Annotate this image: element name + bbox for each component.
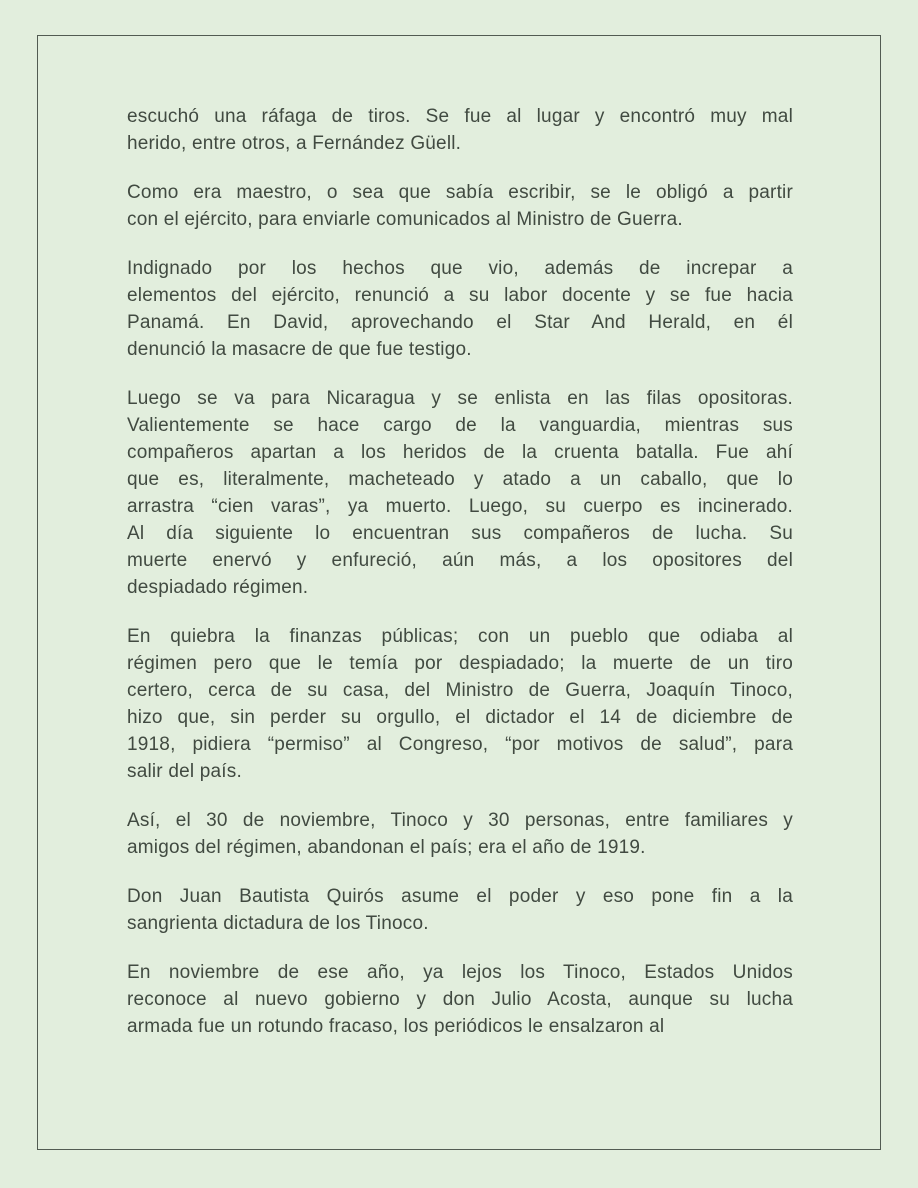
paragraph — [127, 179, 793, 233]
text-line: muerte enervó y enfureció, aún más, a los opositores del — [127, 550, 793, 571]
text-line: Así, el 30 de noviembre, Tinoco y 30 personas, entre familiares y — [127, 810, 793, 831]
text-line: certero, cerca de su casa, del Ministro de Guerra, Joaquín Tinoco, — [127, 680, 793, 701]
text-line: régimen pero que le temía por despiadado; la muerte de un tiro — [127, 653, 793, 674]
text-line: En noviembre de ese año, ya lejos los Tinoco, Estados Unidos — [127, 962, 793, 983]
text-line: Luego se va para Nicaragua y se enlista en las filas opositoras. — [127, 388, 793, 409]
text-line: herido, entre otros, a Fernández Güell. — [127, 133, 462, 154]
text-line: armada fue un rotundo fracaso, los periódicos le ensalzaron al — [127, 1016, 665, 1037]
text-line: Indignado por los hechos que vio, además de increpar a — [127, 258, 793, 279]
text-line: Don Juan Bautista Quirós asume el poder y eso pone fin a la — [127, 886, 793, 907]
text-line: escuchó una ráfaga de tiros. Se fue al lugar y encontró muy mal — [127, 106, 793, 127]
paragraph — [127, 103, 793, 157]
text-line: 1918, pidiera “permiso” al Congreso, “por motivos de salud”, para — [127, 734, 793, 755]
paragraph — [127, 883, 793, 937]
paragraph — [127, 255, 793, 363]
text-line: elementos del ejército, renunció a su labor docente y se fue hacia — [127, 285, 793, 306]
paragraph — [127, 385, 793, 601]
text-line: con el ejército, para enviarle comunicados al Ministro de Guerra. — [127, 209, 683, 230]
text-line: reconoce al nuevo gobierno y don Julio Acosta, aunque su lucha — [127, 989, 793, 1010]
text-line: sangrienta dictadura de los Tinoco. — [127, 913, 429, 934]
text-line: hizo que, sin perder su orgullo, el dictador el 14 de diciembre de — [127, 707, 793, 728]
text-line: salir del país. — [127, 761, 242, 782]
paragraph — [127, 959, 793, 1040]
text-line: Valientemente se hace cargo de la vanguardia, mientras sus — [127, 415, 793, 436]
text-line: amigos del régimen, abandonan el país; era el año de 1919. — [127, 837, 646, 858]
text-line: arrastra “cien varas”, ya muerto. Luego, su cuerpo es incinerado. — [127, 496, 793, 517]
paragraph — [127, 807, 793, 861]
text-line: despiadado régimen. — [127, 577, 309, 598]
text-block — [127, 103, 793, 1062]
text-line: que es, literalmente, macheteado y atado a un caballo, que lo — [127, 469, 793, 490]
text-line: En quiebra la finanzas públicas; con un pueblo que odiaba al — [127, 626, 793, 647]
text-line: compañeros apartan a los heridos de la cruenta batalla. Fue ahí — [127, 442, 793, 463]
text-line: Panamá. En David, aprovechando el Star And Herald, en él — [127, 312, 793, 333]
text-line: Al día siguiente lo encuentran sus compañeros de lucha. Su — [127, 523, 793, 544]
text-line: Como era maestro, o sea que sabía escribir, se le obligó a partir — [127, 182, 793, 203]
text-line: denunció la masacre de que fue testigo. — [127, 339, 472, 360]
paragraph — [127, 623, 793, 785]
